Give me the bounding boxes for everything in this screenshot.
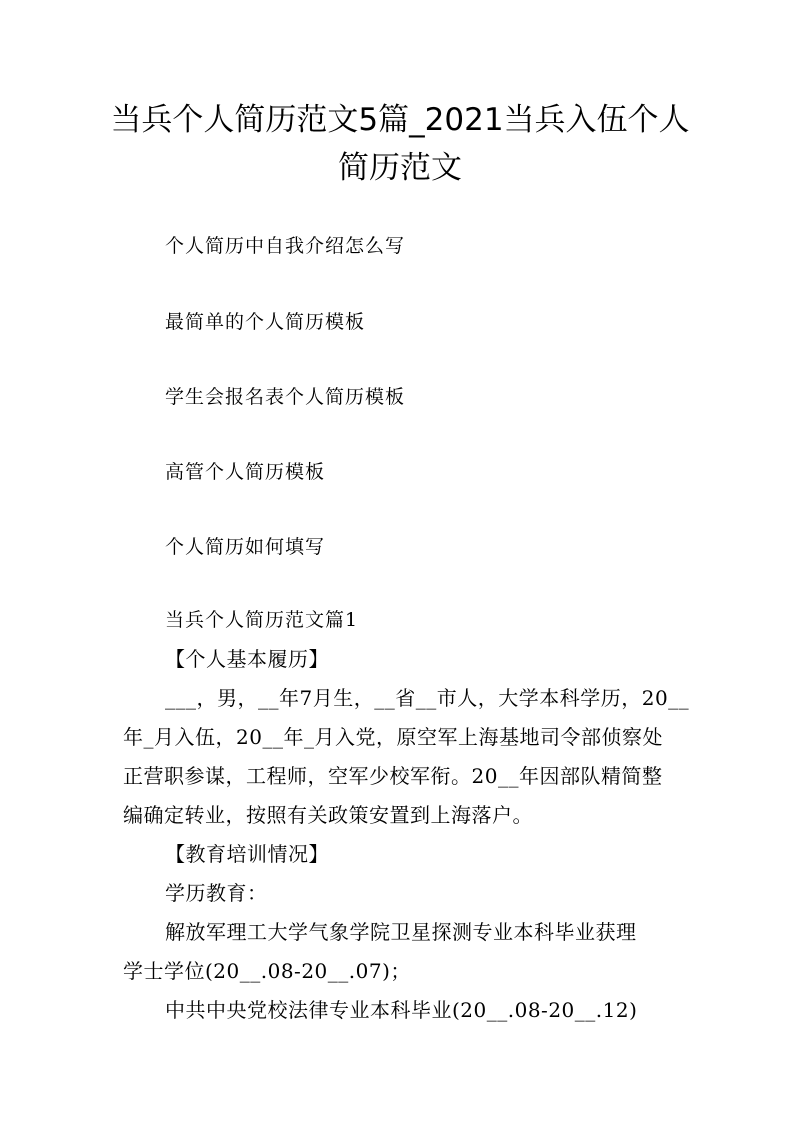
paragraph-line: 正营职参谋，工程师，空军少校军衔。20__年因部队精简整 [123,764,663,788]
heading-basic-history: 【个人基本履历】 [165,647,329,671]
heading-education: 【教育培训情况】 [165,842,329,866]
toc-item[interactable]: 高管个人简历模板 [165,461,326,483]
paragraph-line: 中共中央党校法律专业本科毕业(20__.08-20__.12) [165,998,638,1022]
subheading-degree-education: 学历教育： [165,881,268,905]
paragraph-line: 年_月入伍，20__年_月入党，原空军上海基地司令部侦察处 [123,725,663,749]
toc-item[interactable]: 个人简历中自我介绍怎么写 [165,235,406,257]
body-text [123,640,690,1030]
paragraph-line: 解放军理工大学气象学院卫星探测专业本科毕业获理 [165,920,637,944]
paragraph-line: ___，男，__年7月生，__省__市人，大学本科学历，20__ [165,686,690,710]
title-line-2: 简历范文 [338,150,462,186]
paragraph-line: 编确定转业，按照有关政策安置到上海落户。 [123,803,533,827]
toc-item[interactable]: 学生会报名表个人简历模板 [165,386,406,408]
section-title: 当兵个人简历范文篇1 [165,609,359,631]
document-title [90,96,710,192]
paragraph-line: 学士学位(20__.08-20__.07)； [123,959,411,983]
title-line-1: 当兵个人简历范文5篇_2021当兵入伍个人 [110,102,690,138]
toc-item[interactable]: 个人简历如何填写 [165,536,326,558]
toc-item[interactable]: 最简单的个人简历模板 [165,311,366,333]
